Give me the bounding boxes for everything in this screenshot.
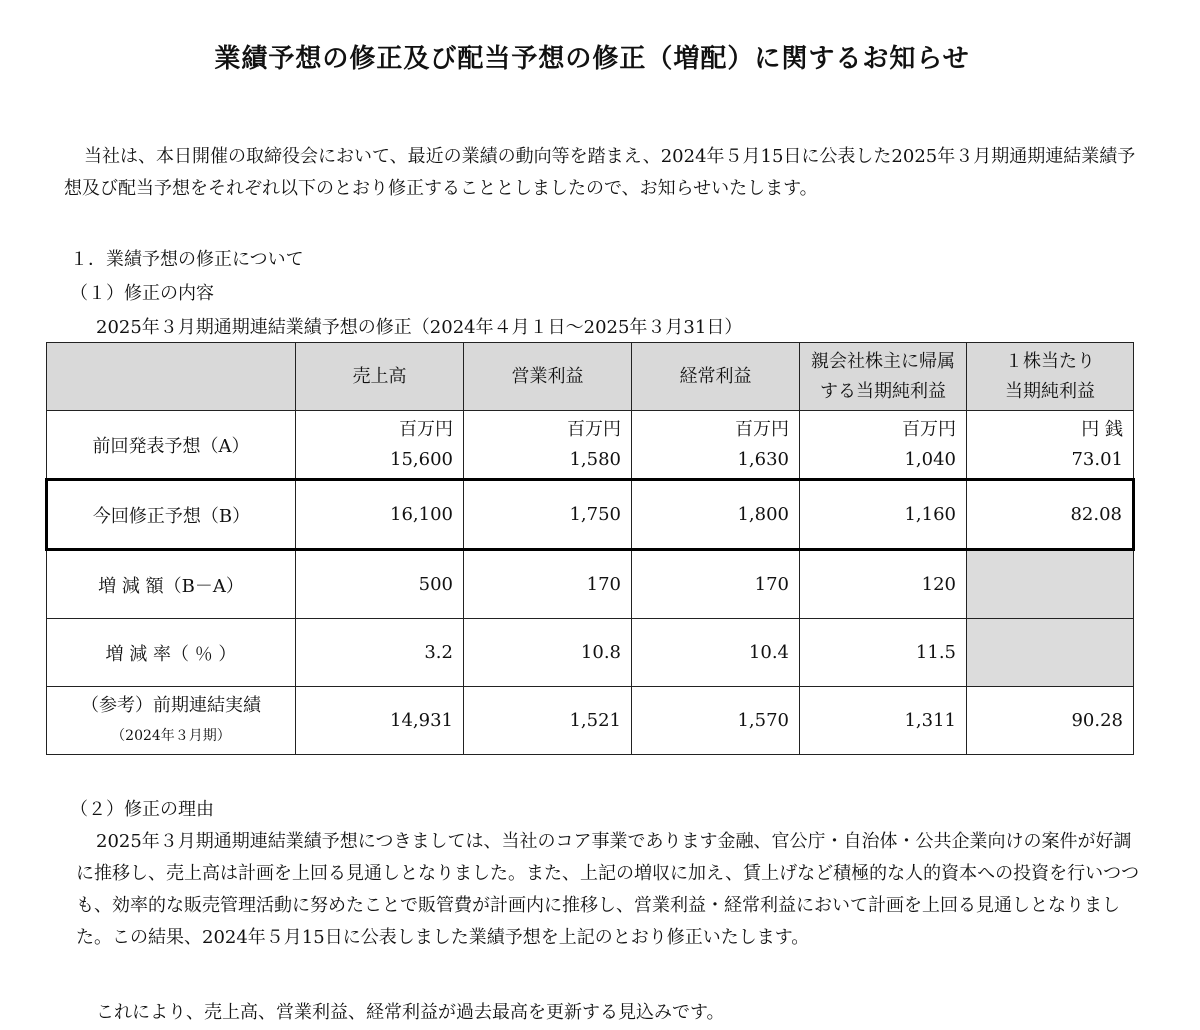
- cell-value: 15,600: [390, 448, 453, 470]
- row-label-revised: 今回修正予想（B）: [47, 480, 296, 550]
- cell-value: 1,800: [632, 480, 800, 550]
- unit-label: 円 銭: [1081, 418, 1123, 440]
- subsection-heading-2: （２）修正の理由: [70, 799, 214, 820]
- header-blank: [47, 343, 296, 411]
- cell-value: 82.08: [967, 480, 1134, 550]
- header-sales: 売上高: [296, 343, 464, 411]
- header-eps-line1: １株当たり: [1005, 350, 1095, 372]
- cell-value: 10.4: [632, 619, 800, 687]
- header-eps: [967, 343, 1134, 411]
- row-label-previous: 前回発表予想（A）: [47, 411, 296, 480]
- intro-paragraph: 当社は、本日開催の取締役会において、最近の業績の動向等を踏まえ、2024年５月15日に公表した2025年３月期通期連結業績予想及び配当予想をそれぞれ以下のとおり修正することとしましたので、お知らせいたします。: [64, 146, 1136, 199]
- unit-label: 百万円: [567, 418, 621, 440]
- table-header-row: [47, 343, 1134, 411]
- cell-value: 3.2: [296, 619, 464, 687]
- reason-paragraph: 2025年３月期通期連結業績予想につきましては、当社のコア事業であります金融、官公庁・自治体・公共企業向けの案件が好調に推移し、売上高は計画を上回る見通しとなりました。また、上記の増収に加え、賃上げなど積極的な人的資本への投資を行いつつも、効率的な販売管理活動に努めたことで販管費が計画内に推移し、営業利益・経常利益において計画を上回る見通しとなりました。この結果、2024年５月15日に公表しました業績予想を上記のとおり修正いたします。: [76, 831, 1140, 948]
- row-label-change-rate: 増 減 率（ ％ ）: [47, 619, 296, 687]
- cell: [632, 411, 800, 480]
- cell-empty: [967, 619, 1134, 687]
- table-row: [47, 687, 1134, 755]
- cell-value: 120: [800, 550, 967, 619]
- cell: [800, 411, 967, 480]
- cell-value: 73.01: [1071, 448, 1123, 470]
- table-row: [47, 619, 1134, 687]
- table-row-highlighted: [47, 480, 1134, 550]
- cell: [967, 411, 1134, 480]
- cell-value: 1,570: [632, 687, 800, 755]
- header-ordinary-profit: 経常利益: [632, 343, 800, 411]
- unit-label: 百万円: [399, 418, 453, 440]
- row-label-prior-results-sub: （2024年３月期）: [111, 727, 231, 744]
- cell-value: 1,750: [464, 480, 632, 550]
- cell-value: 1,580: [569, 448, 621, 470]
- cell-value: 1,521: [464, 687, 632, 755]
- cell-value: 1,160: [800, 480, 967, 550]
- cell-value: 1,311: [800, 687, 967, 755]
- header-net-income: [800, 343, 967, 411]
- cell: [464, 411, 632, 480]
- cell-value: 170: [632, 550, 800, 619]
- unit-label: 百万円: [902, 418, 956, 440]
- cell-empty: [967, 550, 1134, 619]
- header-eps-line2: 当期純利益: [1005, 380, 1095, 402]
- document-title: 業績予想の修正及び配当予想の修正（増配）に関するお知らせ: [214, 44, 970, 74]
- subsection-heading-1: （１）修正の内容: [70, 283, 214, 304]
- table-row: [47, 411, 1134, 480]
- forecast-table: [45, 342, 1135, 755]
- table-row: [47, 550, 1134, 619]
- cell-value: 14,931: [296, 687, 464, 755]
- section-heading-1: １．業績予想の修正について: [70, 249, 304, 270]
- table-caption: 2025年３月期通期連結業績予想の修正（2024年４月１日～2025年３月31日）: [96, 317, 743, 338]
- header-operating-profit: 営業利益: [464, 343, 632, 411]
- cell-value: 1,630: [737, 448, 789, 470]
- header-net-income-line2: する当期純利益: [820, 380, 946, 402]
- row-label-prior-results: [47, 687, 296, 755]
- row-label-prior-results-main: （参考）前期連結実績: [81, 694, 261, 716]
- row-label-change-amount: 増 減 額（B－A）: [47, 550, 296, 619]
- cell-value: 16,100: [296, 480, 464, 550]
- unit-label: 百万円: [735, 418, 789, 440]
- cell-value: 11.5: [800, 619, 967, 687]
- cell-value: 500: [296, 550, 464, 619]
- cell-value: 90.28: [967, 687, 1134, 755]
- cell-value: 1,040: [904, 448, 956, 470]
- header-net-income-line1: 親会社株主に帰属: [811, 350, 955, 372]
- cell: [296, 411, 464, 480]
- cell-value: 170: [464, 550, 632, 619]
- closing-sentence: これにより、売上高、営業利益、経常利益が過去最高を更新する見込みです。: [96, 1002, 725, 1023]
- cell-value: 10.8: [464, 619, 632, 687]
